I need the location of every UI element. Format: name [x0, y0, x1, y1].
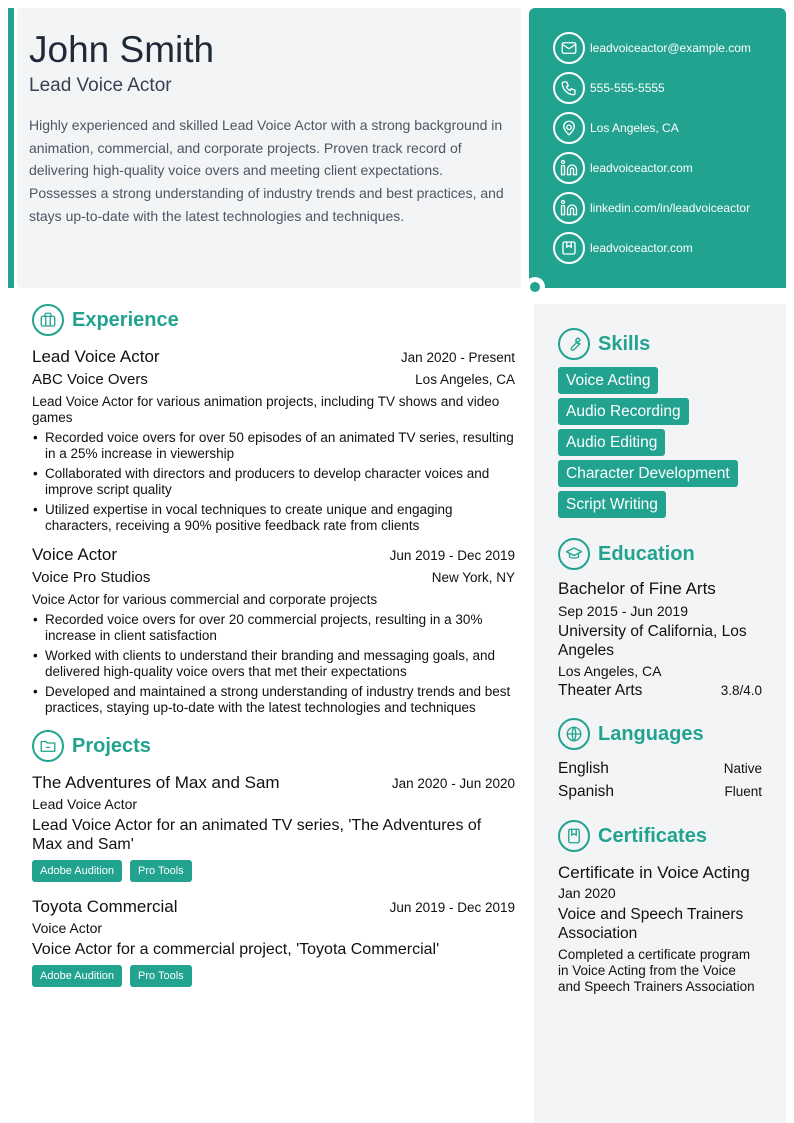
briefcase-icon	[32, 304, 64, 336]
education-location: Los Angeles, CA	[558, 663, 662, 679]
job-bullets	[32, 430, 515, 534]
job-bullets	[32, 612, 515, 716]
skill-badge: Voice Acting	[558, 367, 658, 394]
contact-phone[interactable]	[553, 72, 786, 104]
job-location: Los Angeles, CA	[415, 372, 515, 387]
job-role: Voice Actor	[32, 545, 118, 564]
certificate-date: Jan 2020	[558, 885, 616, 901]
contact-phone-text: 555-555-5555	[590, 81, 665, 95]
skill-badge: Audio Editing	[558, 429, 665, 456]
language-level: Native	[723, 761, 762, 776]
education-heading: Education	[598, 542, 695, 565]
language-name: Spanish	[558, 783, 615, 800]
job-role: Lead Voice Actor	[32, 347, 160, 366]
certificates-section	[558, 820, 762, 995]
experience-section	[32, 304, 515, 716]
job-bullet: • Collaborated with directors and producers to develop character voices and improve script quality	[32, 466, 515, 498]
language-level: Fluent	[724, 784, 762, 799]
contact-location-text: Los Angeles, CA	[590, 121, 679, 135]
project-role: Lead Voice Actor	[32, 796, 138, 812]
education-section	[558, 538, 762, 700]
project-tag: Adobe Audition	[32, 860, 122, 882]
project-title: The Adventures of Max and Sam	[32, 773, 280, 792]
profile-summary: Highly experienced and skilled Lead Voice Actor with a strong background in animation, commercial, and corporate projects. Proven track record of delivering high-quality voice overs and meeting client expectations. Possesses a strong understanding of industry trends and best practices, and stays up-to-date with the latest technologies and techniques.	[29, 117, 504, 224]
certificate-issuer: Voice and Speech Trainers Association	[558, 906, 744, 942]
job-company: Voice Pro Studios	[32, 569, 151, 586]
phone-icon	[553, 72, 585, 104]
projects-section	[32, 730, 515, 987]
language-row	[558, 783, 762, 806]
language-row	[558, 760, 762, 783]
experience-entry	[32, 346, 515, 534]
location-icon	[553, 112, 585, 144]
project-role: Voice Actor	[32, 920, 103, 936]
job-summary: Voice Actor for various commercial and corporate projects	[32, 592, 378, 607]
job-bullet: • Worked with clients to understand their branding and messaging goals, and delivered high-quality voice overs that met their expectations	[32, 648, 515, 680]
job-company: ABC Voice Overs	[32, 371, 148, 388]
job-summary: Lead Voice Actor for various animation projects, including TV shows and video games	[32, 394, 500, 425]
language-name: English	[558, 760, 609, 777]
project-tag: Pro Tools	[130, 860, 192, 882]
header-panel	[17, 8, 521, 288]
project-tags	[32, 860, 515, 882]
contact-email[interactable]	[553, 32, 786, 64]
email-icon	[553, 32, 585, 64]
certificate-icon	[558, 820, 590, 852]
job-bullet: • Recorded voice overs for over 50 episodes of an animated TV series, resulting in a 25% increase in viewership	[32, 430, 515, 462]
accent-bar	[8, 8, 14, 288]
job-bullet: • Utilized expertise in vocal techniques to create unique and engaging characters, receiving a 90% positive feedback rate from clients	[32, 502, 515, 534]
education-school: University of California, Los Angeles	[558, 623, 747, 659]
skills-list	[558, 367, 762, 522]
graduation-cap-icon	[558, 538, 590, 570]
education-area: Theater Arts	[558, 682, 643, 699]
project-tag: Adobe Audition	[32, 965, 122, 987]
project-date: Jan 2020 - Jun 2020	[391, 776, 515, 791]
sidebar	[534, 304, 786, 1123]
project-title: Toyota Commercial	[32, 897, 178, 916]
experience-heading: Experience	[72, 308, 179, 331]
job-date: Jun 2019 - Dec 2019	[389, 548, 515, 563]
project-entry	[32, 772, 515, 882]
project-tag: Pro Tools	[130, 965, 192, 987]
languages-heading: Languages	[598, 722, 704, 745]
job-bullet: • Recorded voice overs for over 20 commercial projects, resulting in a 30% increase in client satisfaction	[32, 612, 515, 644]
folder-icon	[32, 730, 64, 762]
job-bullet: • Developed and maintained a strong understanding of industry trends and best practices, staying up-to-date with the latest technologies and techniques	[32, 684, 515, 716]
candidate-name: John Smith	[29, 29, 215, 70]
contact-website[interactable]	[553, 152, 786, 184]
job-date: Jan 2020 - Present	[400, 350, 515, 365]
candidate-title: Lead Voice Actor	[29, 75, 172, 96]
experience-entry	[32, 544, 515, 716]
project-entry	[32, 896, 515, 987]
contact-portfolio-text: leadvoiceactor.com	[590, 241, 693, 255]
contact-portfolio[interactable]	[553, 232, 786, 264]
globe-icon	[558, 718, 590, 750]
contact-website-text: leadvoiceactor.com	[590, 161, 693, 175]
contact-panel	[529, 8, 786, 288]
skill-badge: Script Writing	[558, 491, 666, 518]
education-gpa: 3.8/4.0	[720, 683, 762, 698]
certificates-heading: Certificates	[598, 824, 707, 847]
certificate-description: Completed a certificate program in Voice Acting from the Voice and Speech Trainers Association	[558, 947, 755, 994]
main-column	[32, 304, 515, 987]
languages-section	[558, 718, 762, 806]
contact-location	[553, 112, 786, 144]
linkedin-icon	[553, 152, 585, 184]
linkedin-icon	[553, 192, 585, 224]
skill-badge: Character Development	[558, 460, 738, 487]
wrench-icon	[558, 328, 590, 360]
project-description: Voice Actor for a commercial project, 'Toyota Commercial'	[32, 941, 440, 958]
timeline-dot	[525, 277, 545, 297]
skills-section	[558, 328, 762, 522]
contact-linkedin[interactable]	[553, 192, 786, 224]
project-tags	[32, 965, 515, 987]
contact-email-text: leadvoiceactor@example.com	[590, 41, 751, 55]
project-description: Lead Voice Actor for an animated TV series, 'The Adventures of Max and Sam'	[32, 817, 482, 853]
portfolio-icon	[553, 232, 585, 264]
project-date: Jun 2019 - Dec 2019	[389, 900, 515, 915]
skills-heading: Skills	[598, 332, 651, 355]
certificate-name: Certificate in Voice Acting	[558, 863, 750, 882]
projects-heading: Projects	[72, 734, 151, 757]
job-location: New York, NY	[431, 570, 515, 585]
contact-linkedin-text: linkedin.com/in/leadvoiceactor	[590, 201, 751, 215]
education-degree: Bachelor of Fine Arts	[558, 579, 716, 598]
education-date: Sep 2015 - Jun 2019	[558, 603, 688, 619]
skill-badge: Audio Recording	[558, 398, 689, 425]
